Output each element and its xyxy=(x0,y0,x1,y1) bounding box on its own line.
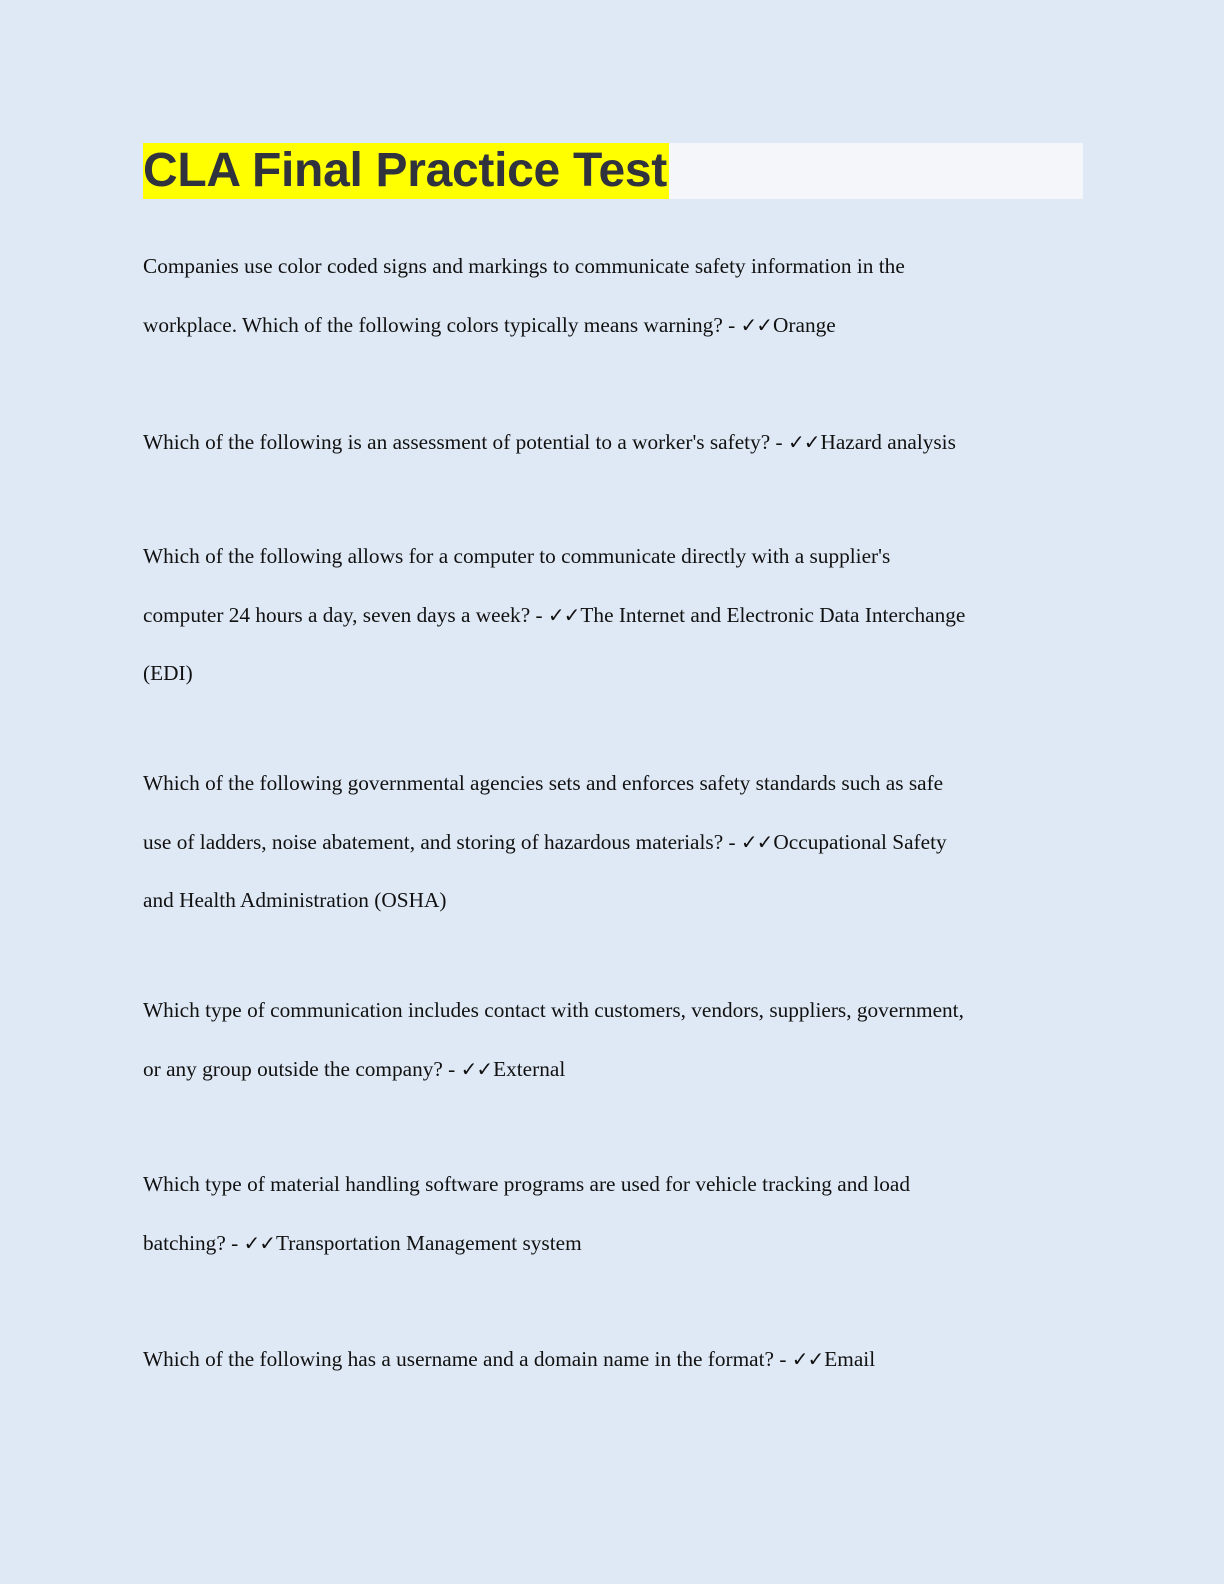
qa-item-1 xyxy=(143,237,1083,354)
question-text: or any group outside the company? - xyxy=(143,1056,461,1081)
double-check-icon: ✓✓ xyxy=(740,312,773,337)
question-line xyxy=(143,1040,1083,1099)
question-line xyxy=(143,813,1083,872)
page-title: CLA Final Practice Test xyxy=(143,144,667,197)
double-check-icon: ✓✓ xyxy=(740,829,773,854)
qa-item-3 xyxy=(143,527,1083,703)
question-line: Which type of communication includes contact with customers, vendors, suppliers, government, xyxy=(143,998,964,1022)
question-line xyxy=(143,586,1083,645)
answer-text: Hazard analysis xyxy=(820,430,956,454)
qa-item-5 xyxy=(143,981,1083,1098)
question-text: batching? - xyxy=(143,1230,244,1255)
question-line xyxy=(143,1214,1083,1273)
question-text: use of ladders, noise abatement, and storing of hazardous materials? - xyxy=(143,829,741,854)
double-check-icon: ✓✓ xyxy=(547,602,580,627)
qa-item-4 xyxy=(143,754,1083,930)
question-text: Which of the following is an assessment of potential to a worker's safety? - xyxy=(143,430,788,454)
double-check-icon: ✓✓ xyxy=(243,1230,276,1255)
question-text: workplace. Which of the following colors typically means warning? - xyxy=(143,312,741,337)
question-line: Which of the following allows for a computer to communicate directly with a supplier's xyxy=(143,544,891,568)
question-line: Which of the following governmental agencies sets and enforces safety standards such as safe xyxy=(143,771,944,795)
question-text: computer 24 hours a day, seven days a week? - xyxy=(143,602,548,627)
answer-text: Occupational Safety xyxy=(773,829,947,854)
title-bar xyxy=(143,143,1083,199)
question-line xyxy=(143,1330,1083,1389)
answer-continuation: (EDI) xyxy=(143,661,193,685)
qa-item-2 xyxy=(143,413,1083,472)
double-check-icon: ✓✓ xyxy=(791,1347,824,1371)
question-line: Companies use color coded signs and markings to communicate safety information in the xyxy=(143,254,905,278)
double-check-icon: ✓✓ xyxy=(787,430,820,454)
question-line: Which type of material handling software programs are used for vehicle tracking and load xyxy=(143,1172,910,1196)
answer-text: The Internet and Electronic Data Interchange xyxy=(580,602,966,627)
question-line xyxy=(143,296,1083,355)
double-check-icon: ✓✓ xyxy=(460,1056,493,1081)
answer-continuation: and Health Administration (OSHA) xyxy=(143,888,447,912)
title-highlight xyxy=(143,143,669,199)
question-text: Which of the following has a username and a domain name in the format? - xyxy=(143,1347,792,1371)
answer-text: Transportation Management system xyxy=(276,1230,582,1255)
qa-item-7 xyxy=(143,1330,1083,1389)
qa-item-6 xyxy=(143,1155,1083,1272)
answer-text: Orange xyxy=(773,312,836,337)
question-line xyxy=(143,413,1083,472)
answer-text: Email xyxy=(824,1347,876,1371)
answer-text: External xyxy=(493,1056,566,1081)
